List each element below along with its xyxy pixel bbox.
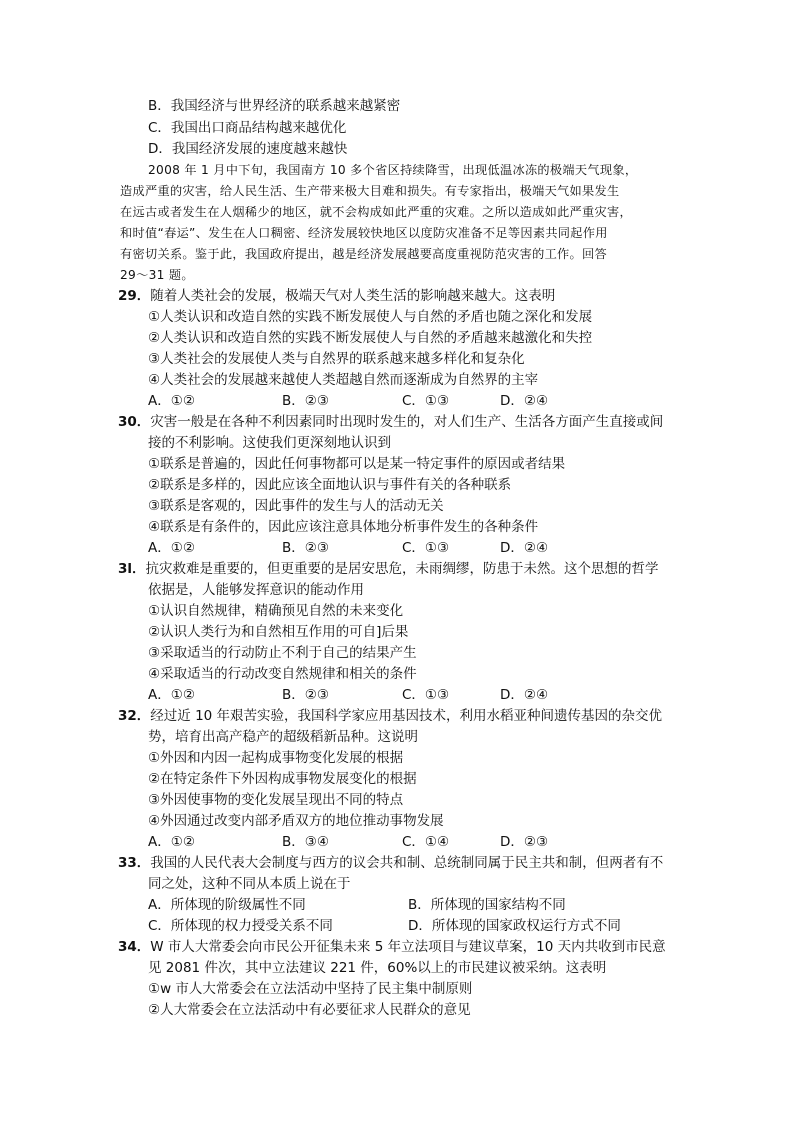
choice-b: B．③④ bbox=[282, 834, 329, 850]
stem-continuation: 见 2081 件次，其中立法建议 221 件，60%以上的市民建议被采纳。这表明 bbox=[148, 960, 607, 976]
choice-a: A．①② bbox=[148, 687, 195, 703]
question-number: 29． bbox=[118, 288, 151, 304]
passage-line: 在远古或者发生在人烟稀少的地区，就不会构成如此严重的灾难。之所以造成如此严重灾害， bbox=[120, 205, 632, 219]
stem-text: 经过近 10 年艰苦实验，我国科学家应用基因技术，利用水稻亚种间遗传基因的杂交优 bbox=[150, 708, 663, 724]
lead-option-c: C．我国出口商品结构越来越优化 bbox=[148, 120, 347, 136]
question-number: 33． bbox=[118, 855, 151, 871]
choice-a: A．①② bbox=[148, 834, 195, 850]
question-32-stem bbox=[118, 706, 662, 726]
stem-continuation: 接的不利影响。这使我们更深刻地认识到 bbox=[148, 435, 391, 451]
statement-item: ①联系是普遍的，因此任何事物都可以是某一特定事件的原因或者结果 bbox=[148, 456, 566, 472]
choice-b: B．所体现的国家结构不同 bbox=[408, 897, 566, 913]
stem-continuation: 势，培育出高产稳产的超级稻新品种。这说明 bbox=[148, 729, 418, 745]
lead-option-d: D．我国经济发展的速度越来越快 bbox=[148, 141, 348, 157]
statement-item: ②认识人类行为和自然相互作用的可自]后果 bbox=[148, 624, 409, 640]
choice-d: D．②④ bbox=[500, 393, 549, 409]
statement-item: ①外因和内因一起构成事物变化发展的根据 bbox=[148, 750, 404, 766]
question-number: 3l． bbox=[118, 561, 146, 577]
stem-text: W 市人大常委会向市民公开征集未来 5 年立法项目与建议草案，10 天内共收到市民意 bbox=[150, 939, 666, 955]
statement-item: ①人类认识和改造自然的实践不断发展使人与自然的矛盾也随之深化和发展 bbox=[148, 309, 593, 325]
statement-item: ③采取适当的行动防止不利于自己的结果产生 bbox=[148, 645, 417, 661]
question-33-stem bbox=[118, 853, 663, 873]
stem-text: 抗灾救难是重要的，但更重要的是居安思危，未雨绸缪，防患于未然。这个思想的哲学 bbox=[145, 561, 659, 577]
question-34-stem bbox=[118, 937, 666, 957]
question-29-stem bbox=[118, 286, 555, 306]
passage-line: 29～31 题。 bbox=[120, 268, 194, 282]
passage-line: 2008 年 1 月中下旬，我国南方 10 多个省区持续降雪，出现低温冰冻的极端天气现象， bbox=[148, 163, 638, 177]
choice-a: A．所体现的阶级属性不同 bbox=[148, 897, 306, 913]
choice-c: C．所体现的权力授受关系不同 bbox=[148, 918, 333, 934]
question-31-stem bbox=[118, 559, 659, 579]
statement-item: ②在特定条件下外因构成事物发展变化的根据 bbox=[148, 771, 417, 787]
stem-continuation: 同之处，这种不同从本质上说在于 bbox=[148, 876, 351, 892]
stem-text: 随着人类社会的发展，极端天气对人类生活的影响越来越大。这表明 bbox=[150, 288, 556, 304]
statement-item: ④人类社会的发展越来越使人类超越自然而逐渐成为自然界的主宰 bbox=[148, 372, 539, 388]
choice-d: D．②④ bbox=[500, 687, 549, 703]
choice-a: A．①② bbox=[148, 393, 195, 409]
choice-d: D．所体现的国家政权运行方式不同 bbox=[408, 918, 621, 934]
choice-c: C．①③ bbox=[402, 540, 450, 556]
statement-item: ③外因使事物的变化发展呈现出不同的特点 bbox=[148, 792, 404, 808]
stem-text: 我国的人民代表大会制度与西方的议会共和制、总统制同属于民主共和制，但两者有不 bbox=[150, 855, 664, 871]
passage-line: 和时值“春运”、发生在人口稠密、经济发展较快地区以度防灾准备不足等因素共同起作用 bbox=[120, 226, 608, 240]
choice-b: B．②③ bbox=[282, 393, 329, 409]
question-number: 34． bbox=[118, 939, 151, 955]
choice-b: B．②③ bbox=[282, 687, 329, 703]
statement-item: ②人大常委会在立法活动中有必要征求人民群众的意见 bbox=[148, 1002, 471, 1018]
passage-line: 有密切关系。鉴于此，我国政府提出，越是经济发展越要高度重视防范灾害的工作。回答 bbox=[120, 247, 608, 261]
statement-item: ③人类社会的发展使人类与自然界的联系越来越多样化和复杂化 bbox=[148, 351, 525, 367]
passage-line: 造成严重的灾害，给人民生活、生产带来极大目难和损失。有专家指出，极端天气如果发生 bbox=[120, 184, 620, 198]
choice-c: C．①③ bbox=[402, 393, 450, 409]
question-number: 30． bbox=[118, 414, 151, 430]
choice-d: D．②④ bbox=[500, 540, 549, 556]
choice-b: B．②③ bbox=[282, 540, 329, 556]
question-30-stem bbox=[118, 412, 663, 432]
lead-option-b: B．我国经济与世界经济的联系越来越紧密 bbox=[148, 98, 401, 114]
choice-c: C．①③ bbox=[402, 687, 450, 703]
statement-item: ③联系是客观的，因此事件的发生与人的活动无关 bbox=[148, 498, 444, 514]
stem-text: 灾害一般是在各种不利因素同时出现时发生的，对人们生产、生活各方面产生直接或间 bbox=[150, 414, 664, 430]
stem-continuation: 依据是，人能够发挥意识的能动作用 bbox=[148, 582, 364, 598]
statement-item: ①认识自然规律，精确预见自然的未来变化 bbox=[148, 603, 404, 619]
statement-item: ①w 市人大常委会在立法活动中坚持了民主集中制原则 bbox=[148, 981, 473, 997]
statement-item: ④联系是有条件的，因此应该注意具体地分析事件发生的各种条件 bbox=[148, 519, 539, 535]
statement-item: ④外因通过改变内部矛盾双方的地位推动事物发展 bbox=[148, 813, 444, 829]
statement-item: ②人类认识和改造自然的实践不断发展使人与自然的矛盾越来越激化和失控 bbox=[148, 330, 593, 346]
choice-c: C．①④ bbox=[402, 834, 450, 850]
statement-item: ②联系是多样的，因此应该全面地认识与事件有关的各种联系 bbox=[148, 477, 512, 493]
statement-item: ④采取适当的行动改变自然规律和相关的条件 bbox=[148, 666, 417, 682]
choice-d: D．②③ bbox=[500, 834, 549, 850]
question-number: 32． bbox=[118, 708, 151, 724]
choice-a: A．①② bbox=[148, 540, 195, 556]
